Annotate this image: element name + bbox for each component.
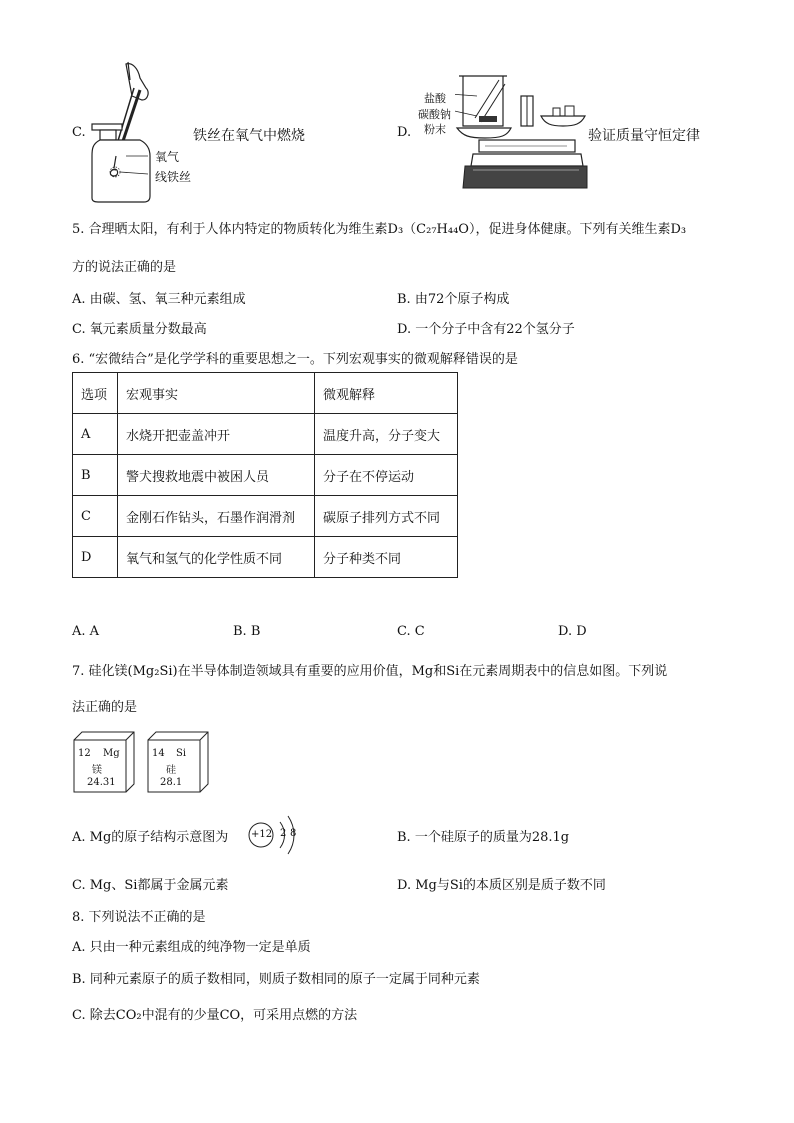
table-header-cell: 宏观事实 <box>118 373 315 414</box>
q5-option-c: C. 氧元素质量分数最高 <box>72 322 207 337</box>
q5-option-b: B. 由72个原子构成 <box>397 292 510 307</box>
q6-option-b: B. B <box>233 624 261 639</box>
table-cell: D <box>73 537 118 578</box>
si-name: 硅 <box>166 765 176 776</box>
si-atomic-mass: 28.1 <box>160 777 183 788</box>
mg-shell1-electrons: 2 <box>280 828 287 839</box>
mg-nucleus-charge: +12 <box>251 829 273 840</box>
q7-stem-line2: 法正确的是 <box>72 700 138 715</box>
table-cell: 分子在不停运动 <box>315 455 458 496</box>
figure-d-letter: D. <box>397 125 412 140</box>
q6-option-c: C. C <box>397 624 425 639</box>
si-atomic-number: 14 <box>152 748 165 759</box>
q5-stem-line1: 5. 合理晒太阳，有利于人体内特定的物质转化为维生素D₃（C₂₇H₄₄O），促进身体健康。下列有关维生素D₃ <box>72 222 687 237</box>
table-row <box>73 414 458 455</box>
table-row <box>73 455 458 496</box>
table-row <box>73 537 458 578</box>
mg-shell2-electrons: 8 <box>290 828 297 839</box>
table-header-row <box>73 373 458 414</box>
q7-option-d: D. Mg与Si的本质区别是质子数不同 <box>397 878 606 893</box>
q5-stem-line2: 方的说法正确的是 <box>72 260 177 275</box>
table-header-cell: 选项 <box>73 373 118 414</box>
q7-option-b: B. 一个硅原子的质量为28.1g <box>397 830 570 845</box>
mg-atomic-number: 12 <box>78 748 91 759</box>
iron-wire-label: 线铁丝 <box>155 170 192 184</box>
carbonate-label: 碳酸钠 <box>418 108 451 121</box>
q6-option-d: D. D <box>558 624 587 639</box>
table-cell: B <box>73 455 118 496</box>
table-cell: 警犬搜救地震中被困人员 <box>118 455 315 496</box>
table-row <box>73 496 458 537</box>
q8-stem: 8. 下列说法不正确的是 <box>72 910 206 925</box>
table-cell: 氧气和氢气的化学性质不同 <box>118 537 315 578</box>
oxygen-label: 氧气 <box>155 150 180 164</box>
q7-stem-line1: 7. 硅化镁(Mg₂Si)在半导体制造领域具有重要的应用价值，Mg和Si在元素周期表中的信息如图。下列说 <box>72 664 668 679</box>
q7-option-a: A. Mg的原子结构示意图为 <box>72 830 229 845</box>
q8-option-b: B. 同种元素原子的质子数相同，则质子数相同的原子一定属于同种元素 <box>72 972 480 987</box>
table-cell: 水烧开把壶盖冲开 <box>118 414 315 455</box>
q6-stem: 6. “宏微结合”是化学学科的重要思想之一。下列宏观事实的微观解释错误的是 <box>72 352 518 367</box>
mg-atomic-mass: 24.31 <box>87 777 116 788</box>
balance-apparatus-illustration <box>455 70 590 192</box>
powder-label: 粉末 <box>424 123 446 136</box>
table-cell: 金刚石作钻头，石墨作润滑剂 <box>118 496 315 537</box>
q6-table <box>72 372 458 578</box>
table-header-cell: 微观解释 <box>315 373 458 414</box>
q5-option-d: D. 一个分子中含有22个氢分子 <box>397 322 575 337</box>
figure-d-caption: 验证质量守恒定律 <box>588 128 700 144</box>
q8-option-a: A. 只由一种元素组成的纯净物一定是单质 <box>72 940 311 955</box>
table-cell: A <box>73 414 118 455</box>
table-cell: C <box>73 496 118 537</box>
mg-symbol: Mg <box>103 748 120 759</box>
q8-option-c: C. 除去CO₂中混有的少量CO，可采用点燃的方法 <box>72 1008 358 1023</box>
mg-name: 镁 <box>92 765 102 776</box>
q7-option-c: C. Mg、Si都属于金属元素 <box>72 878 229 893</box>
si-symbol: Si <box>176 748 187 759</box>
q6-option-a: A. A <box>72 624 100 639</box>
table-cell: 温度升高，分子变大 <box>315 414 458 455</box>
figure-c-letter: C. <box>72 125 86 140</box>
figure-c-caption: 铁丝在氧气中燃烧 <box>193 128 305 144</box>
q5-option-a: A. 由碳、氢、氧三种元素组成 <box>72 292 246 307</box>
table-cell: 碳原子排列方式不同 <box>315 496 458 537</box>
acid-label: 盐酸 <box>424 92 446 105</box>
table-cell: 分子种类不同 <box>315 537 458 578</box>
